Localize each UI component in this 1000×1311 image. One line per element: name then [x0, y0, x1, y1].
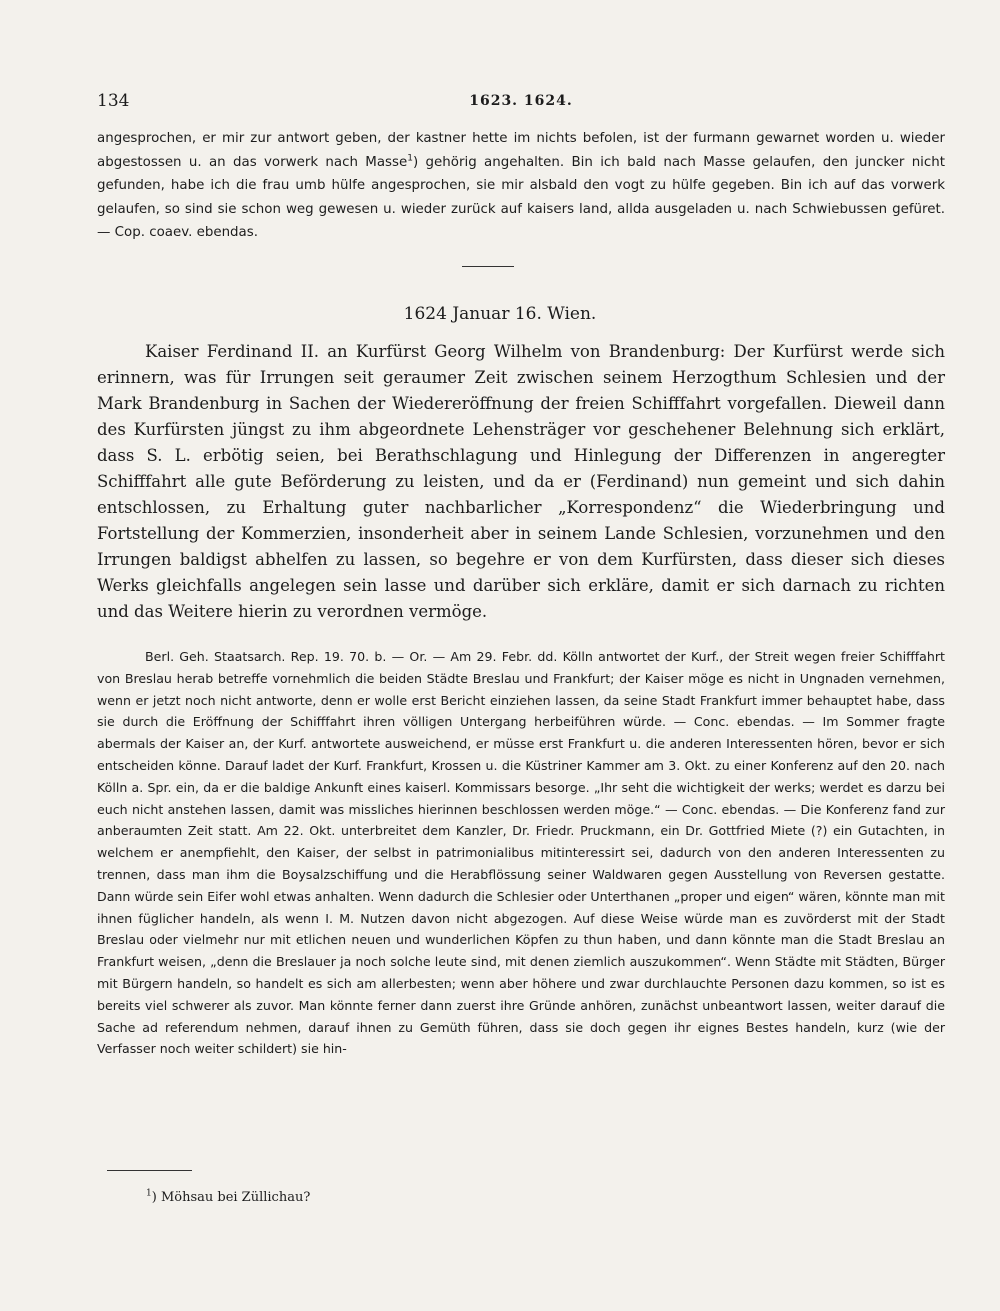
commentary-paragraph: Berl. Geh. Staatsarch. Rep. 19. 70. b. — Or. — Am 29. Febr. dd. Kölln antwortet der Kurf., der Streit wegen freier Schifffahrt von Breslau herab betreffe vornehmlich die beiden Städte Breslau und Frankfurt; der Kaiser möge es nicht in Ungnaden vernehmen, wenn er jetzt noch nicht antworte, denn er wolle erst Bericht einziehen lassen, da seine Stadt Frankfurt immer behauptet habe, dass sie durch die Eröffnung der Schifffahrt ihren völligen Untergang herbeiführen würde. — Conc. ebendas. — Im Sommer fragte abermals der Kaiser an, der Kurf. antwortete ausweichend, er müsse erst Frankfurt u. die anderen Interessenten hören, bevor er sich entscheiden könne. Darauf ladet der Kurf. Frankfurt, Krossen u. die Küstriner Kammer am 3. Okt. zu einer Konferenz auf den 20. nach Kölln a. Spr. ein, da er die baldige Ankunft eines kaiserl. Kommissars besorge. „Ihr seht die wichtigkeit der werks; werdet es darzu bei euch nicht anstehen lassen, damit was missliches hierinnen beschlossen werden möge.“ — Conc. ebendas. — Die Konferenz fand zur anberaumten Zeit statt. Am 22. Okt. unterbreitet dem Kanzler, Dr. Friedr. Pruckmann, ein Dr. Gottfried Miete (?) ein Gutachten, in welchem er anempfiehlt, den Kaiser, der selbst in patrimonialibus mitinteressirt sei, dadurch von den anderen Interessenten zu trennen, dass man ihm die Boysalzschiffung und die Herabflössung seiner Waldwaren gegen Ausstellung von Reversen gestatte. Dann würde sein Eifer wohl etwas anhalten. Wenn dadurch die Schlesier oder Unterthanen „proper und eigen“ wären, könnte man mit ihnen füglicher handeln, als wenn I. M. Nutzen davon nicht abgezogen. Auf diese Weise würde man es zuvörderst mit der Stadt Breslau oder vielmehr nur mit etlichen neuen und wunderlichen Köpfen zu thun haben, und dann könnte man die Stadt Breslau an Frankfurt weisen, „denn die Breslauer ja noch solche leute sind, mit denen ziemlich auszukommen“. Wenn Städte mit Städten, Bürger mit Bürgern handeln, so handelt es sich am allerbesten; wenn aber höhere und zwar durchlauchte Personen dazu kommen, so ist es bereits viel schwerer als zuvor. Man könnte ferner dann zuerst ihre Gründe anhören, zunächst unbeantwort lassen, weiter darauf die Sache ad referendum nehmen, darauf ihnen zu Gemüth führen, dass sie doch gegen ihr eignes Bestes handeln, kurz (wie der Verfasser noch weiter schildert) sie hin- — [97, 649, 945, 1057]
regest-text — [97, 339, 945, 625]
previous-document-paragraph — [97, 127, 945, 245]
footnote-marker: 1 — [146, 1188, 152, 1199]
footnote-reference: 1 — [407, 153, 413, 164]
document-dateline: 1624 Januar 16. Wien. — [403, 304, 597, 324]
previous-text-part-2: ) gehörig angehalten. Bin ich bald nach Masse gelaufen, den juncker nicht gefunden, habe ich die frau umb hülfe angesprochen, sie mir alsbald den vogt zu hülfe gegeben. Bin ich auf das vorwerk gelaufen, so sind sie schon weg gewesen u. wieder zurück auf kaisers land, allda ausgeladen u. nach Schwiebussen gefüret. — Cop. coaev. ebendas. — [97, 154, 946, 240]
running-title: 1623. 1624. — [469, 93, 573, 109]
regest-paragraph: Kaiser Ferdinand II. an Kurfürst Georg Wilhelm von Brandenburg: Der Kurfürst werde sich erinnern, was für Irrungen seit geraumer Zeit zwischen seinem Herzogthum Schlesien und der Mark Brandenburg in Sachen der Wiedereröffnung der freien Schifffahrt vorgefallen. Dieweil dann des Kurfürsten jüngst zu ihm abgeordnete Lehensträger vor geschehener Belehnung sich erklärt, dass S. L. erbötig seien, bei Berathschlagung und Hinlegung der Differenzen in angeregter Schifffahrt alle gute Beförderung zu leisten, und da er (Ferdinand) nun gemeint und sich dahin entschlossen, zu Erhaltung guter nachbarlicher „Korrespondenz“ die Wiederbringung und Fortstellung der Kommerzien, insonderheit aber in seinem Lande Schlesien, vorzunehmen und den Irrungen baldigst abhelfen zu lassen, so begehre er von dem Kurfürsten, dass dieser sich dieses Werks gleichfalls angelegen sein lasse und darüber sich erkläre, damit er sich darnach zu richten und das Weitere hierin zu verordnen vermöge. — [97, 342, 945, 621]
section-divider — [462, 266, 514, 267]
previous-text-part-1: angesprochen, er mir zur antwort geben, der kastner hette im nichts befolen, ist der furmann gewarnet worden u. wieder abgestossen u. an das vorwerk nach Masse — [97, 131, 945, 170]
previous-document-text — [97, 127, 945, 245]
commentary-text — [97, 646, 945, 1060]
page-header — [97, 91, 945, 115]
page-number: 134 — [97, 91, 130, 111]
footnote — [146, 1190, 310, 1205]
footnote-text: ) Möhsau bei Züllichau? — [151, 1190, 311, 1205]
footnote-rule — [107, 1170, 192, 1171]
